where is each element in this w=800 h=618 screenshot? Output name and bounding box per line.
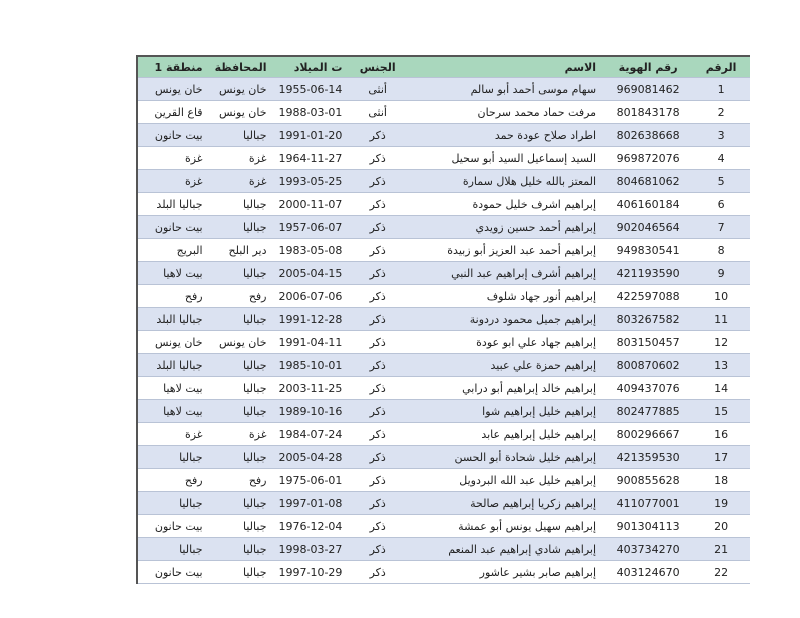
cell-birthdate: 2005-04-28 [273,446,349,469]
cell-birthdate: 1997-10-29 [273,561,349,584]
cell-gender: ذكر [348,423,406,446]
cell-id: 421193590 [604,262,692,285]
cell-number: 19 [692,492,750,515]
cell-id: 901304113 [604,515,692,538]
cell-birthdate: 1957-06-07 [273,216,349,239]
cell-name: إبراهيم زكريا إبراهيم صالحة [407,492,604,515]
table-row [137,101,750,124]
cell-birthdate: 1955-06-14 [273,78,349,101]
cell-governorate: رفح [209,469,273,492]
cell-id: 422597088 [604,285,692,308]
cell-name: إبراهيم شادي إبراهيم عبد المنعم [407,538,604,561]
cell-region: غزة [137,147,209,170]
cell-id: 803267582 [604,308,692,331]
cell-number: 6 [692,193,750,216]
cell-gender: ذكر [348,216,406,239]
cell-number: 12 [692,331,750,354]
cell-id: 411077001 [604,492,692,515]
cell-name: إبراهيم اشرف خليل حمودة [407,193,604,216]
cell-id: 409437076 [604,377,692,400]
cell-region: قاع القرين [137,101,209,124]
records-table [136,55,750,584]
header-birthdate: ت الميلاد [273,56,349,78]
header-number: الرقم [692,56,750,78]
cell-gender: ذكر [348,469,406,492]
cell-gender: ذكر [348,446,406,469]
cell-id: 802638668 [604,124,692,147]
header-governorate: المحافظة [209,56,273,78]
cell-number: 10 [692,285,750,308]
cell-governorate: جباليا [209,561,273,584]
cell-number: 14 [692,377,750,400]
cell-number: 11 [692,308,750,331]
cell-id: 800296667 [604,423,692,446]
cell-gender: ذكر [348,377,406,400]
cell-birthdate: 1997-01-08 [273,492,349,515]
cell-number: 13 [692,354,750,377]
cell-number: 15 [692,400,750,423]
cell-governorate: جباليا [209,538,273,561]
cell-governorate: جباليا [209,492,273,515]
cell-number: 2 [692,101,750,124]
cell-region: جباليا [137,446,209,469]
cell-name: إبراهيم أحمد عبد العزيز أبو زبيدة [407,239,604,262]
cell-number: 17 [692,446,750,469]
cell-region: بيت لاهيا [137,262,209,285]
cell-id: 969081462 [604,78,692,101]
cell-birthdate: 2006-07-06 [273,285,349,308]
table-row [137,147,750,170]
cell-birthdate: 1964-11-27 [273,147,349,170]
cell-birthdate: 1984-07-24 [273,423,349,446]
cell-gender: ذكر [348,515,406,538]
cell-gender: ذكر [348,492,406,515]
header-row [137,56,750,78]
cell-governorate: جباليا [209,308,273,331]
cell-number: 8 [692,239,750,262]
table-row [137,423,750,446]
cell-governorate: جباليا [209,515,273,538]
cell-gender: ذكر [348,262,406,285]
cell-governorate: جباليا [209,193,273,216]
cell-region: رفح [137,469,209,492]
cell-region: بيت حانون [137,515,209,538]
table-row [137,262,750,285]
cell-birthdate: 2005-04-15 [273,262,349,285]
cell-governorate: غزة [209,147,273,170]
cell-gender: ذكر [348,124,406,147]
cell-gender: أنثى [348,101,406,124]
cell-name: إبراهيم جميل محمود دردونة [407,308,604,331]
cell-name: إبراهيم أنور جهاد شلوف [407,285,604,308]
cell-birthdate: 1988-03-01 [273,101,349,124]
cell-name: إبراهيم جهاد علي ابو عودة [407,331,604,354]
cell-region: جباليا البلد [137,354,209,377]
cell-id: 403734270 [604,538,692,561]
cell-number: 3 [692,124,750,147]
cell-birthdate: 1991-12-28 [273,308,349,331]
cell-birthdate: 1985-10-01 [273,354,349,377]
cell-birthdate: 1993-05-25 [273,170,349,193]
cell-region: جباليا [137,538,209,561]
cell-birthdate: 1976-12-04 [273,515,349,538]
cell-governorate: جباليا [209,124,273,147]
cell-gender: ذكر [348,354,406,377]
cell-governorate: خان يونس [209,331,273,354]
cell-name: إبراهيم حمزة علي عبيد [407,354,604,377]
cell-number: 18 [692,469,750,492]
table-row [137,446,750,469]
cell-number: 22 [692,561,750,584]
cell-birthdate: 1989-10-16 [273,400,349,423]
table-row [137,377,750,400]
table-row [137,400,750,423]
cell-birthdate: 1998-03-27 [273,538,349,561]
cell-name: إبراهيم سهيل يونس أبو عمشة [407,515,604,538]
header-name: الاسم [407,56,604,78]
cell-region: خان يونس [137,78,209,101]
cell-region: بيت لاهيا [137,377,209,400]
cell-number: 1 [692,78,750,101]
table-row [137,538,750,561]
cell-number: 9 [692,262,750,285]
cell-id: 800870602 [604,354,692,377]
cell-number: 21 [692,538,750,561]
cell-gender: أنثى [348,78,406,101]
cell-name: إبراهيم أحمد حسين زويدي [407,216,604,239]
table-row [137,170,750,193]
cell-birthdate: 2000-11-07 [273,193,349,216]
table-row [137,354,750,377]
cell-region: جباليا البلد [137,193,209,216]
cell-name: إبراهيم خليل شحادة أبو الحسن [407,446,604,469]
cell-name: إبراهيم خليل إبراهيم شوا [407,400,604,423]
cell-region: البريج [137,239,209,262]
table-row [137,515,750,538]
cell-name: إبراهيم خالد إبراهيم أبو درابي [407,377,604,400]
cell-id: 421359530 [604,446,692,469]
cell-id: 802477885 [604,400,692,423]
cell-birthdate: 1975-06-01 [273,469,349,492]
cell-gender: ذكر [348,331,406,354]
table-row [137,78,750,101]
cell-birthdate: 1983-05-08 [273,239,349,262]
table-row [137,124,750,147]
cell-name: إبراهيم خليل عبد الله البردويل [407,469,604,492]
header-region: منطقة 1 [137,56,209,78]
cell-id: 804681062 [604,170,692,193]
cell-region: غزة [137,423,209,446]
cell-region: جباليا [137,492,209,515]
cell-region: بيت حانون [137,216,209,239]
cell-governorate: رفح [209,285,273,308]
table-row [137,492,750,515]
cell-id: 902046564 [604,216,692,239]
cell-number: 20 [692,515,750,538]
cell-gender: ذكر [348,561,406,584]
cell-name: اطراد صلاح عودة حمد [407,124,604,147]
cell-region: بيت لاهيا [137,400,209,423]
cell-id: 949830541 [604,239,692,262]
table-row [137,561,750,584]
cell-birthdate: 1991-04-11 [273,331,349,354]
table-row [137,308,750,331]
cell-governorate: جباليا [209,262,273,285]
cell-gender: ذكر [348,239,406,262]
cell-number: 16 [692,423,750,446]
table-row [137,239,750,262]
cell-name: إبراهيم أشرف إبراهيم عبد النبي [407,262,604,285]
table-row [137,331,750,354]
cell-governorate: جباليا [209,377,273,400]
cell-id: 803150457 [604,331,692,354]
cell-number: 7 [692,216,750,239]
cell-id: 900855628 [604,469,692,492]
cell-name: إبراهيم صابر بشير عاشور [407,561,604,584]
cell-gender: ذكر [348,193,406,216]
cell-birthdate: 1991-01-20 [273,124,349,147]
cell-gender: ذكر [348,285,406,308]
cell-gender: ذكر [348,400,406,423]
cell-id: 969872076 [604,147,692,170]
cell-gender: ذكر [348,147,406,170]
cell-region: بيت حانون [137,561,209,584]
cell-gender: ذكر [348,170,406,193]
cell-id: 801843178 [604,101,692,124]
cell-governorate: جباليا [209,400,273,423]
cell-name: المعتز بالله خليل هلال سمارة [407,170,604,193]
header-id: رقم الهوية [604,56,692,78]
header-gender: الجنس [348,56,406,78]
cell-governorate: غزة [209,170,273,193]
cell-region: غزة [137,170,209,193]
cell-governorate: دير البلح [209,239,273,262]
cell-number: 5 [692,170,750,193]
cell-governorate: جباليا [209,216,273,239]
cell-region: رفح [137,285,209,308]
cell-id: 406160184 [604,193,692,216]
table-row [137,469,750,492]
cell-region: خان يونس [137,331,209,354]
cell-region: جباليا البلد [137,308,209,331]
cell-governorate: غزة [209,423,273,446]
cell-number: 4 [692,147,750,170]
cell-governorate: جباليا [209,446,273,469]
cell-name: مرفت حماد محمد سرحان [407,101,604,124]
cell-governorate: خان يونس [209,101,273,124]
cell-governorate: خان يونس [209,78,273,101]
table-row [137,216,750,239]
cell-gender: ذكر [348,538,406,561]
cell-name: السيد إسماعيل السيد أبو سحيل [407,147,604,170]
cell-gender: ذكر [348,308,406,331]
cell-birthdate: 2003-11-25 [273,377,349,400]
cell-name: إبراهيم خليل إبراهيم عابد [407,423,604,446]
cell-name: سهام موسى أحمد أبو سالم [407,78,604,101]
table-row [137,285,750,308]
cell-governorate: جباليا [209,354,273,377]
cell-id: 403124670 [604,561,692,584]
table-row [137,193,750,216]
cell-region: بيت حانون [137,124,209,147]
